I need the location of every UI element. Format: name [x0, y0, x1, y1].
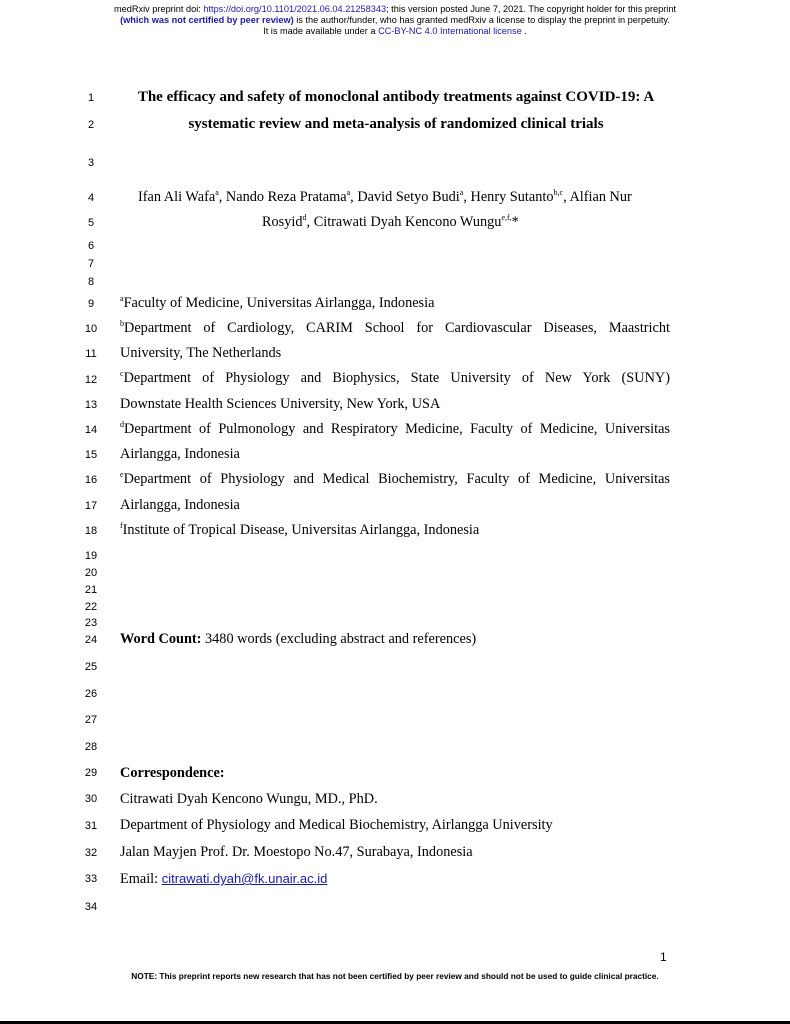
line-number: 18 [84, 525, 98, 537]
affiliation-text: Department of Cardiology, CARIM School for Cardiovascular Diseases, Maastricht [124, 320, 670, 336]
doi-link[interactable]: https://doi.org/10.1101/2021.06.04.21258343 [203, 4, 387, 14]
line-number: 3 [87, 157, 95, 169]
line-number: 7 [87, 258, 95, 270]
affiliation-sup: b [120, 319, 124, 328]
author-name: Ifan Ali Wafa [138, 189, 216, 205]
affiliation-text: Faculty of Medicine, Universitas Airlangga, Indonesia [123, 295, 435, 311]
line-number: 25 [84, 661, 98, 673]
affiliation-c-cont: Downstate Health Sciences University, New York, USA [120, 396, 441, 412]
line-number: 24 [84, 634, 98, 646]
line-number: 14 [84, 424, 98, 436]
line-number: 28 [84, 741, 98, 753]
author-name: Henry Sutanto [470, 189, 554, 205]
author-name: Nando Reza Pratama [225, 189, 347, 205]
author-name: Alfian Nur [569, 189, 632, 205]
corresponding-author-marker: * [511, 214, 519, 230]
line-number: 22 [84, 601, 98, 613]
author-name: David Setyo Budi [357, 189, 460, 205]
header-line-2 [0, 15, 790, 26]
affiliation-sup: d [120, 420, 124, 429]
affiliation-text: Institute of Tropical Disease, Universitas Airlangga, Indonesia [122, 522, 480, 538]
line-number: 31 [84, 820, 98, 832]
header-doi-prefix: medRxiv preprint doi: [114, 4, 204, 14]
affiliation-text: Department of Physiology and Biophysics, State University of New York (SUNY) [123, 370, 670, 386]
email-link[interactable]: citrawati.dyah@fk.unair.ac.id [161, 871, 328, 886]
affiliation-sup: a [120, 294, 124, 303]
affiliation-sup: c [120, 369, 124, 378]
header-posted-text: ; this version posted June 7, 2021. The copyright holder for this preprint [386, 4, 676, 14]
line-number: 4 [87, 192, 95, 204]
preprint-header [0, 4, 790, 38]
line-number: 26 [84, 688, 98, 700]
header-available-text: It is made available under a [263, 26, 379, 37]
word-count-label: Word Count: [120, 631, 202, 647]
correspondence-department: Department of Physiology and Medical Biochemistry, Airlangga University [120, 817, 553, 833]
line-number: 8 [87, 276, 95, 288]
affiliation-sup: f [120, 521, 123, 530]
line-number: 32 [84, 847, 98, 859]
page-number: 1 [660, 950, 667, 964]
header-line-3 [0, 26, 790, 37]
license-link[interactable]: CC-BY-NC 4.0 International license [378, 26, 522, 37]
line-number: 33 [84, 873, 98, 885]
author-name: Rosyid [262, 214, 303, 230]
line-number: 1 [87, 92, 95, 104]
paper-title-line-2: systematic review and meta-analysis of randomized clinical trials [188, 116, 604, 132]
correspondence-address: Jalan Mayjen Prof. Dr. Moestopo No.47, Surabaya, Indonesia [120, 844, 473, 860]
header-peer-review-note: (which was not certified by peer review) [120, 15, 294, 26]
line-number: 21 [84, 584, 98, 596]
line-number: 15 [84, 449, 98, 461]
line-number: 27 [84, 714, 98, 726]
line-number: 2 [87, 119, 95, 131]
line-number: 10 [84, 323, 98, 335]
affiliation-sup: e [120, 470, 124, 479]
author-affiliation-sup: a [346, 188, 351, 197]
correspondence-label: Correspondence: [120, 765, 225, 781]
word-count-value: 3480 words (excluding abstract and references) [201, 631, 477, 647]
affiliation-a [120, 295, 434, 312]
affiliation-e-cont: Airlangga, Indonesia [120, 497, 240, 513]
line-number: 19 [84, 550, 98, 562]
header-license-text: is the author/funder, who has granted medRxiv a license to display the preprint in perpetuity. [293, 15, 670, 26]
header-line-1 [0, 4, 790, 15]
line-number: 29 [84, 767, 98, 779]
affiliation-c [120, 370, 670, 387]
line-number: 23 [84, 617, 98, 629]
line-number: 34 [84, 901, 98, 913]
affiliation-d-cont: Airlangga, Indonesia [120, 446, 240, 462]
affiliation-text: Department of Pulmonology and Respiratory Medicine, Faculty of Medicine, Universitas [124, 421, 670, 437]
author-list-line-2: Rosyid$^d$, Citrawati Dyah Kencono Wungu$^{e,f,}$* [262, 213, 519, 230]
line-number: 12 [84, 374, 98, 386]
paper-title-line-1: The efficacy and safety of monoclonal antibody treatments against COVID-19: A [137, 89, 655, 105]
affiliation-d [120, 421, 670, 438]
line-number: 16 [84, 474, 98, 486]
correspondence-email-line [120, 871, 327, 888]
correspondence-name: Citrawati Dyah Kencono Wungu, MD., PhD. [120, 791, 378, 807]
line-number: 20 [84, 567, 98, 579]
author-affiliation-sup: b,c [553, 188, 564, 197]
affiliation-text: Department of Physiology and Medical Biochemistry, Faculty of Medicine, Universitas [123, 471, 670, 487]
author-list-line-1: Ifan Ali Wafa$^a$, Nando Reza Pratama$^a$, David Setyo Budi$^a$, Henry Sutanto$^{b,c}$, Alfian Nur [138, 188, 632, 205]
author-affiliation-sup: d [302, 213, 307, 222]
line-number: 17 [84, 500, 98, 512]
line-number: 9 [87, 298, 95, 310]
author-affiliation-sup: a [459, 188, 464, 197]
affiliation-b-cont: University, The Netherlands [120, 345, 282, 361]
affiliation-f [120, 522, 479, 539]
footer-note: NOTE: This preprint reports new research that has not been certified by peer review and should not be used to guide clinical practice. [131, 971, 659, 981]
line-number: 5 [87, 217, 95, 229]
affiliation-b [120, 320, 670, 337]
author-affiliation-sup: e,f, [501, 213, 512, 222]
word-count [120, 631, 476, 648]
affiliation-e [120, 471, 670, 488]
line-number: 6 [87, 240, 95, 252]
author-name: Citrawati Dyah Kencono Wungu [313, 214, 502, 230]
author-affiliation-sup: a [215, 188, 219, 197]
header-period: . [521, 26, 527, 37]
email-label: Email: [120, 871, 162, 887]
line-number: 13 [84, 399, 98, 411]
line-number: 30 [84, 793, 98, 805]
line-number: 11 [85, 348, 97, 360]
